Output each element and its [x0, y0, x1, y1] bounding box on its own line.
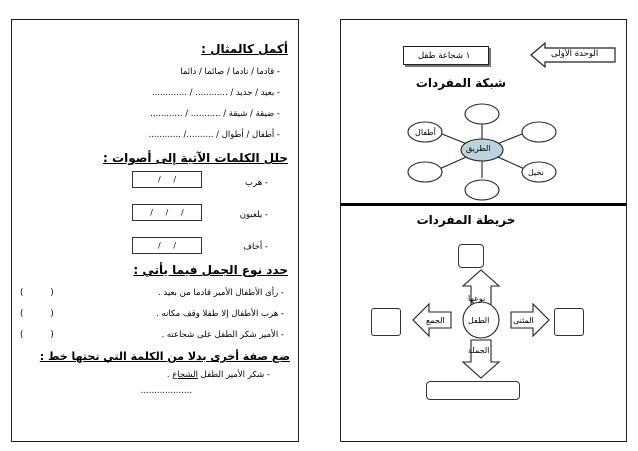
sentence-end: . — [166, 370, 173, 380]
answer-paren-1[interactable]: ( ) — [20, 288, 54, 298]
exercise-line-3: - أطفال / أطوال / ........../ ............ — [148, 130, 280, 140]
unit-label: الوحدة الأولى — [551, 49, 599, 59]
analyze-word-2: - يلعبون — [239, 210, 268, 220]
adjective-answer-blank[interactable]: ................... — [140, 386, 192, 396]
adjective-section-title: ضع صفة أخرى بدلا من الكلمة التي تحتها خط : — [39, 350, 290, 363]
adjective-sentence — [167, 370, 270, 380]
lesson-title: ١ شجاعة طفل — [418, 51, 471, 61]
web-word-2: نخيل — [528, 168, 544, 177]
vocab-web-title: شبكة المفردات — [415, 76, 507, 90]
map-top-box[interactable] — [458, 244, 484, 268]
map-left-box[interactable] — [371, 308, 401, 336]
analyze-word-1: - هرب — [245, 178, 268, 188]
sentence-row-1: - رأى الأطفال الأمير قادما من بعيد . — [158, 288, 284, 298]
map-bottom-box[interactable] — [426, 381, 520, 400]
sentence-row-2: - هرب الأطفال إلا طفلا وقف مكانه . — [156, 309, 284, 319]
exercise-line-2: - ضيقة / شيقة / ........... / ............ — [150, 109, 280, 119]
worksheet-right-page — [340, 19, 627, 442]
analyze-word-3: - أخاف — [243, 242, 268, 252]
sentence-row-3: - الأمير شكر الطفل على شجاعته . — [161, 330, 284, 340]
section-divider — [341, 203, 626, 206]
worksheet-left-page — [11, 19, 299, 442]
web-center-word: الطريق — [466, 144, 491, 153]
map-type-label: نوعها — [468, 294, 486, 303]
sentence-type-section-title: حدد نوع الجمل فيما يأتي : — [133, 263, 288, 277]
underlined-word: الشجاع — [172, 370, 198, 380]
map-right-box[interactable] — [554, 308, 584, 336]
example-line: - قادما / نادما / صائما / دائما — [180, 67, 280, 77]
answer-box-3[interactable]: / / — [132, 237, 202, 254]
answer-paren-3[interactable]: ( ) — [20, 330, 54, 340]
vocab-web-diagram — [407, 100, 557, 220]
exercise-line-1: - بعيد / جديد / ............ / ............. — [151, 88, 280, 98]
complete-section-title: أكمل كالمثال : — [201, 42, 288, 56]
answer-paren-2[interactable]: ( ) — [20, 309, 54, 319]
vocab-map-title: خريطة المفردات — [416, 213, 516, 227]
answer-box-2[interactable]: / / / — [132, 204, 202, 221]
answer-box-1[interactable]: / / — [132, 171, 202, 188]
map-plural-label: الجمع — [426, 316, 445, 325]
web-word-1: أطفال — [415, 128, 436, 137]
map-center-word: الطفل — [468, 316, 490, 325]
sentence-start: - شكر الأمير الطفل — [197, 370, 270, 380]
map-dual-label: المثنى — [513, 316, 534, 325]
map-sentence-label: الجملة — [468, 346, 490, 355]
analyze-section-title: حلل الكلمات الآتية إلى أصوات : — [103, 151, 288, 165]
